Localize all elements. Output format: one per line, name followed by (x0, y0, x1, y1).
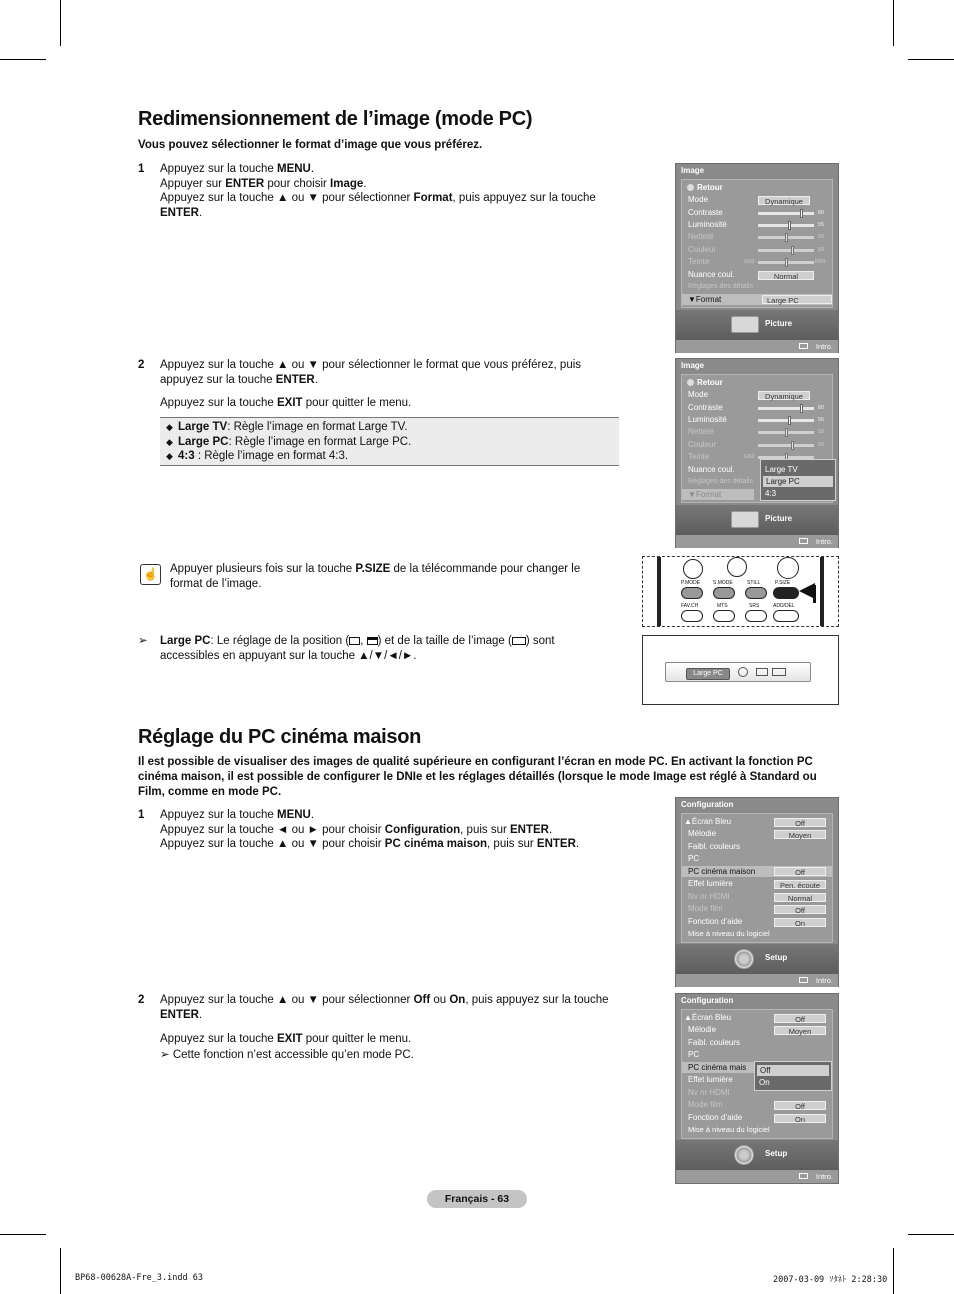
menu-back[interactable]: Retour (687, 182, 723, 193)
menu-row-fonction-aide[interactable]: Fonction d’aide (688, 917, 743, 926)
bullet-item: ◆ Large TV: Règle l’image en format Large TV. (166, 421, 408, 433)
menu-panel: Retour Mode Dynamique Contraste 80 Luminosité 55 Netteté 50 Couleur 50 Teinte G50 R50 Nuance coul. Normal Réglages des détails ▼Format Large PC (681, 179, 833, 308)
crop-mark (60, 1248, 61, 1294)
enter-icon (799, 977, 808, 983)
menu-row-melodie[interactable]: Mélodie (688, 829, 717, 838)
section-title-home-theater-pc: Réglage du PC cinéma maison (138, 726, 422, 748)
menu-row-ecran-bleu[interactable]: ▲Écran Bleu (684, 1013, 732, 1022)
return-button-icon (683, 559, 703, 579)
menu-row-mise-a-niveau[interactable]: Mise à niveau du logiciel (688, 1125, 770, 1134)
large-pc-osd-illustration (642, 635, 839, 705)
menu-bottom-bar: Intro. (676, 340, 838, 353)
down-arrow-icon: ▼ (688, 490, 696, 499)
size-icon (772, 668, 786, 676)
menu-row-nuance[interactable]: Nuance coul. (688, 465, 735, 474)
menu-row-effet-lumiere[interactable]: Effet lumière (688, 1075, 733, 1084)
menu-row-mode-film[interactable]: Mode film (688, 904, 723, 913)
menu-back[interactable]: Retour (687, 377, 723, 388)
osd-bar (665, 662, 811, 682)
crop-mark (0, 1234, 46, 1235)
page-number: Français - 63 (427, 1190, 527, 1208)
menu-row-mise-a-niveau[interactable]: Mise à niveau du logiciel (688, 929, 770, 938)
popup-option-large-tv[interactable]: Large TV (765, 465, 798, 474)
largepc-note: ➢ Large PC: Le réglage de la position ( , ) et de la taille de l’image ( ) sont accessibles en appuyant sur la touche ▲/▼/◄/►. (138, 635, 555, 662)
menu-row-format[interactable]: ▼Format (682, 294, 832, 305)
menu-row-ecran-bleu[interactable]: ▲Écran Bleu (684, 817, 732, 826)
menu-row-couleur[interactable]: Couleur (688, 245, 717, 254)
step-1: 1 Appuyez sur la touche MENU. Appuyez sur la touche ◄ ou ► pour choisir Configuration, puis sur ENTER. Appuyez sur la touche ▲ ou ▼ pour choisir PC cinéma maison, puis sur ENTER. (138, 809, 580, 850)
nuance-value: Normal (758, 271, 814, 280)
menu-row-format[interactable]: ▼Format (682, 489, 754, 500)
menu-row-contraste[interactable]: Contraste (688, 208, 723, 217)
section-intro: Il est possible de visualiser des images de qualité supérieure en configurant l’écran en mode PC. En activant la fonction PC cinéma maison, il est possible de configurer le DNIe et les réglages détaillés (lorsque le mode Image est réglé à Standard ou Film, comme en mode PC. (138, 756, 817, 798)
menu-row-nv-nr-hdmi[interactable]: Nv nr HDMI (688, 1088, 730, 1097)
menu-bottom-bar: Intro. (676, 1170, 838, 1183)
move-icon (738, 667, 748, 677)
menu-row-contraste[interactable]: Contraste (688, 403, 723, 412)
step-2: 2 Appuyez sur la touche ▲ ou ▼ pour sélectionner le format que vous préférez, puis appuyez sur la touche ENTER. Appuyez sur la touche EXIT pour quitter le menu. (138, 359, 582, 409)
menu-header: Image (681, 166, 705, 175)
mode-value: Dynamique (758, 391, 810, 400)
down-arrow-icon: ▼ (688, 295, 696, 304)
size-icon (512, 637, 526, 645)
menu-row-nv-nr-hdmi[interactable]: Nv nr HDMI (688, 892, 730, 901)
gear-icon (734, 1145, 754, 1165)
mode-value: Dynamique (758, 196, 810, 205)
pmode-button-icon (681, 587, 703, 599)
step-number: 1 (138, 809, 145, 821)
bullet-item: ◆ 4:3 : Règle l’image en format 4:3. (166, 450, 349, 462)
popup-option-large-pc[interactable]: Large PC (763, 476, 833, 487)
smode-button-icon (713, 587, 735, 599)
step-2: 2 Appuyez sur la touche ▲ ou ▼ pour sélectionner Off ou On, puis appuyez sur la touche ENTER. Appuyez sur la touche EXIT pour quitter le menu. ➢ Cette fonction n’est accessible qu’en mode PC. (138, 994, 609, 1061)
menu-row-nuance[interactable]: Nuance coul. (688, 270, 735, 279)
menu-footer: Picture (676, 505, 838, 535)
menu-row-mode[interactable]: Mode (688, 195, 709, 204)
back-icon (687, 379, 694, 386)
menu-row-reglages[interactable]: Réglages des détails (688, 478, 753, 485)
still-button-icon (745, 587, 767, 599)
picture-icon (731, 316, 759, 333)
menu-row-pc-cinema-maison[interactable]: PC cinéma mais (682, 1062, 762, 1073)
psize-button-icon (773, 587, 799, 599)
enter-icon (799, 538, 808, 544)
date-slug: 2007-03-09 ｿﾀﾈﾄ 2:28:30 (773, 1275, 888, 1285)
format-value: Large PC (762, 295, 832, 304)
menu-row-teinte[interactable]: Teinte (688, 452, 710, 461)
popup-option-4-3[interactable]: 4:3 (765, 489, 777, 498)
crop-mark (60, 0, 61, 46)
menu-header: Configuration (681, 800, 734, 809)
menu-row-nettete[interactable]: Netteté (688, 232, 714, 241)
remote-illustration: P.MODE S.MODE STILL P.SIZE FAV.CH MTS SRS ADD/DEL (642, 556, 839, 627)
menu-row-mode[interactable]: Mode (688, 390, 709, 399)
osd-large-pc-button[interactable]: Large PC (686, 668, 730, 680)
crop-mark (908, 59, 954, 60)
section-title-resize: Redimensionnement de l’image (mode PC) (138, 108, 533, 130)
position-v-icon (367, 637, 378, 645)
menu-row-pc[interactable]: PC (688, 1050, 700, 1059)
file-slug: BP68-00628A-Fre_3.indd 63 (75, 1273, 203, 1283)
menu-row-pc[interactable]: PC (688, 854, 700, 863)
hand-note-icon: ☝ (140, 564, 161, 585)
menu-row-mode-film[interactable]: Mode film (688, 1100, 723, 1109)
crop-mark (908, 1234, 954, 1235)
note-arrow-icon: ➢ (160, 1048, 170, 1061)
menu-bottom-bar: Intro. (676, 535, 838, 548)
menu-row-melodie[interactable]: Mélodie (688, 1025, 717, 1034)
crop-mark (893, 1248, 894, 1294)
format-options-box (160, 417, 619, 466)
menu-panel: ▲Écran Bleu Off Mélodie Moyen Faibl. couleurs PC PC cinéma maison Off Effet lumière Pen. écoute Nv nr HDMI Normal Mode film Off Fonction d’aide On Mise à niveau du logiciel (681, 813, 833, 943)
enter-icon (799, 1173, 808, 1179)
position-h-icon (349, 637, 360, 645)
psize-note: Appuyer plusieurs fois sur la touche P.SIZE de la télécommande pour changer le format de l’image. (170, 563, 581, 590)
format-popup (760, 459, 836, 501)
gear-icon (734, 949, 754, 969)
image-menu-screen-2 (675, 358, 839, 548)
menu-row-teinte[interactable]: Teinte (688, 257, 710, 266)
config-menu-screen-2 (675, 993, 839, 1184)
menu-panel: Retour Mode Dynamique Contraste 80 Luminosité 55 Netteté 50 Couleur 50 Teinte G50 Nuance coul. Réglages des détails ▼Format Large TV Large PC 4:3 (681, 374, 833, 503)
up-arrow-icon: ▲ (684, 817, 692, 826)
menu-row-couleur[interactable]: Couleur (688, 440, 717, 449)
menu-row-fonction-aide[interactable]: Fonction d’aide (688, 1113, 743, 1122)
menu-row-faibl-couleurs[interactable]: Faibl. couleurs (688, 1038, 741, 1047)
popup-option-on[interactable]: On (759, 1078, 770, 1087)
step-number: 2 (138, 994, 145, 1006)
up-arrow-icon: ▲ (684, 1013, 692, 1022)
note-arrow-icon: ➢ (138, 635, 148, 647)
menu-footer: Setup (676, 1140, 838, 1170)
on-off-popup (754, 1061, 832, 1091)
step-number: 2 (138, 359, 145, 371)
menu-row-effet-lumiere[interactable]: Effet lumière (688, 879, 733, 888)
menu-row-pc-cinema-maison[interactable]: PC cinéma maison (682, 866, 832, 877)
menu-row-faibl-couleurs[interactable]: Faibl. couleurs (688, 842, 741, 851)
position-icon (756, 668, 768, 676)
step-number: 1 (138, 163, 145, 175)
menu-bottom-bar: Intro. (676, 974, 838, 987)
menu-header: Configuration (681, 996, 734, 1005)
menu-row-luminosite[interactable]: Luminosité (688, 220, 727, 229)
step-1: 1 Appuyez sur la touche MENU. Appuyer sur ENTER pour choisir Image. Appuyez sur la touche ▲ ou ▼ pour sélectionner Format, puis appuyez sur la touche ENTER. (138, 163, 596, 219)
popup-option-off[interactable]: Off (757, 1065, 829, 1076)
picture-icon (731, 511, 759, 528)
bullet-item: ◆ Large PC: Règle l’image en format Large PC. (166, 435, 412, 448)
menu-header: Image (681, 361, 705, 370)
config-menu-screen-1 (675, 797, 839, 987)
menu-footer: Setup (676, 944, 838, 974)
menu-row-reglages[interactable]: Réglages des détails (688, 283, 753, 290)
image-menu-screen-1 (675, 163, 839, 353)
enter-icon (799, 343, 808, 349)
section-intro: Vous pouvez sélectionner le format d’image que vous préférez. (138, 139, 483, 151)
crop-mark (893, 0, 894, 46)
crop-mark (0, 59, 46, 60)
back-icon (687, 184, 694, 191)
menu-footer: Picture (676, 310, 838, 340)
menu-row-nettete[interactable]: Netteté (688, 427, 714, 436)
menu-row-luminosite[interactable]: Luminosité (688, 415, 727, 424)
menu-panel: ▲Écran Bleu Off Mélodie Moyen Faibl. couleurs PC PC cinéma mais Effet lumière Nv nr HDMI Mode film Off Fonction d’aide On Mise à niveau du logiciel Off On (681, 1009, 833, 1139)
